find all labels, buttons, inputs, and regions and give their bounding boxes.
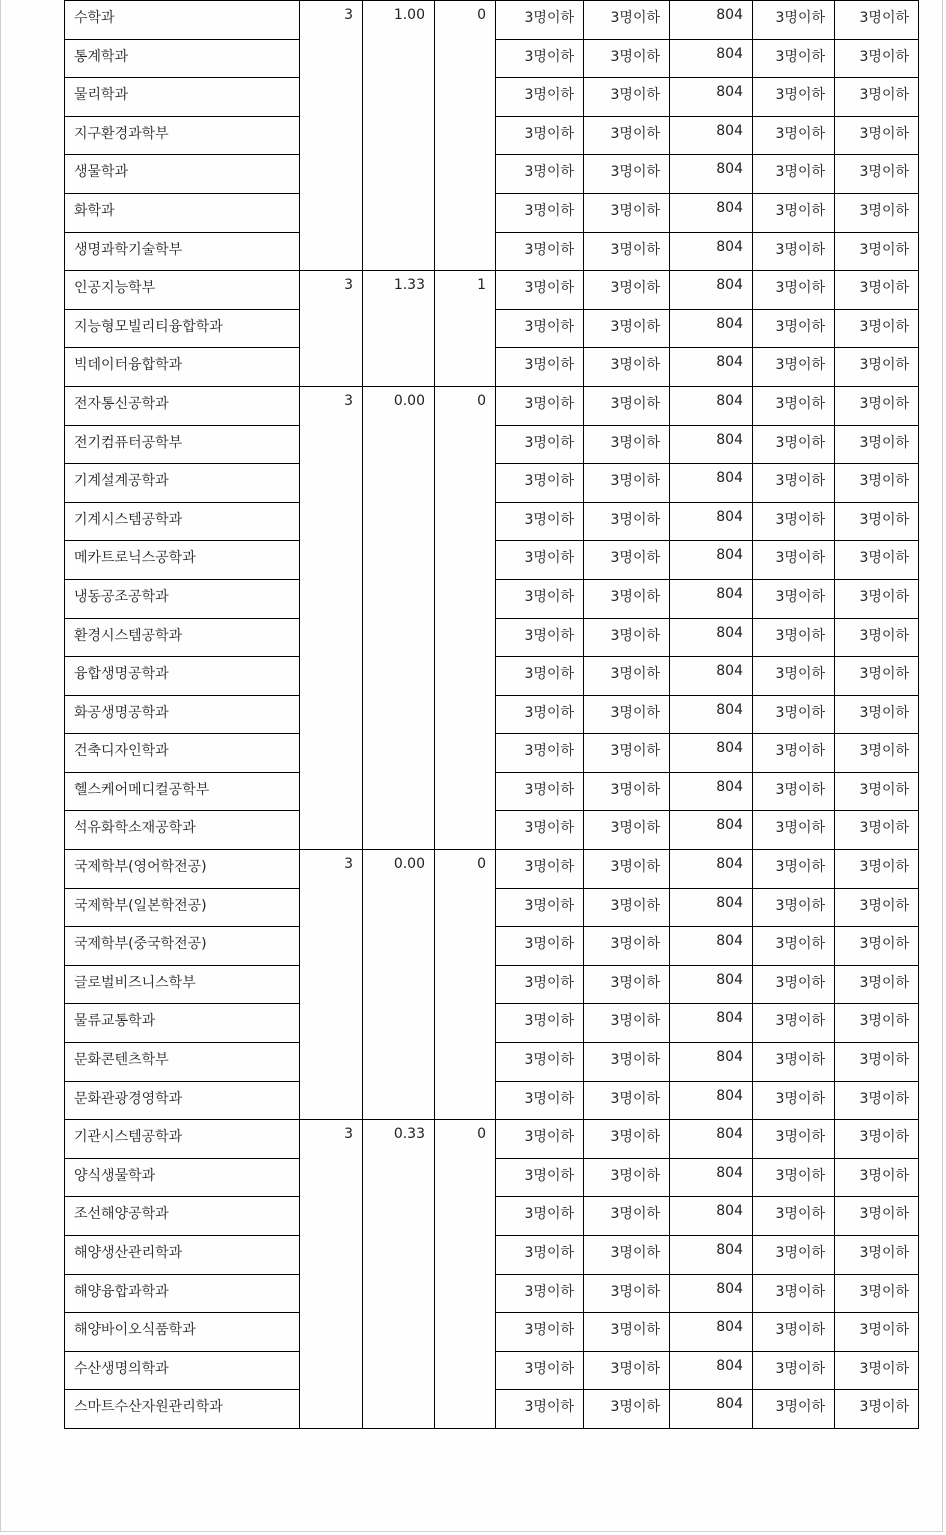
value-cell-8: 3명이하 — [835, 78, 919, 117]
value-cell-7: 3명이하 — [753, 695, 835, 734]
value-cell-7: 3명이하 — [753, 1351, 835, 1390]
value-cell-8: 3명이하 — [835, 1081, 919, 1120]
value-cell-4: 3명이하 — [496, 1, 584, 40]
value-cell-6: 804 — [670, 1197, 753, 1236]
value-cell-7: 3명이하 — [753, 811, 835, 850]
value-cell-4: 3명이하 — [496, 695, 584, 734]
group-count-cell: 1 — [435, 271, 496, 387]
value-cell-5: 3명이하 — [584, 888, 670, 927]
department-name-cell: 생물학과 — [65, 155, 300, 194]
value-cell-8: 3명이하 — [835, 155, 919, 194]
value-cell-8: 3명이하 — [835, 541, 919, 580]
value-cell-4: 3명이하 — [496, 811, 584, 850]
value-cell-8: 3명이하 — [835, 348, 919, 387]
department-name-cell: 화공생명공학과 — [65, 695, 300, 734]
department-name-cell: 융합생명공학과 — [65, 657, 300, 696]
value-cell-5: 3명이하 — [584, 309, 670, 348]
group-quota-cell: 3 — [300, 386, 363, 849]
value-cell-4: 3명이하 — [496, 657, 584, 696]
value-cell-7: 3명이하 — [753, 78, 835, 117]
group-quota-cell: 3 — [300, 1120, 363, 1429]
department-name-cell: 기계설계공학과 — [65, 464, 300, 503]
value-cell-5: 3명이하 — [584, 850, 670, 889]
value-cell-8: 3명이하 — [835, 193, 919, 232]
value-cell-4: 3명이하 — [496, 39, 584, 78]
value-cell-4: 3명이하 — [496, 232, 584, 271]
department-name-cell: 화학과 — [65, 193, 300, 232]
value-cell-8: 3명이하 — [835, 425, 919, 464]
value-cell-7: 3명이하 — [753, 618, 835, 657]
value-cell-4: 3명이하 — [496, 1043, 584, 1082]
value-cell-4: 3명이하 — [496, 579, 584, 618]
value-cell-7: 3명이하 — [753, 965, 835, 1004]
table-row — [65, 271, 919, 310]
value-cell-4: 3명이하 — [496, 1351, 584, 1390]
value-cell-6: 804 — [670, 232, 753, 271]
group-count-cell: 0 — [435, 1120, 496, 1429]
value-cell-6: 804 — [670, 386, 753, 425]
value-cell-7: 3명이하 — [753, 888, 835, 927]
value-cell-5: 3명이하 — [584, 695, 670, 734]
department-name-cell: 기관시스템공학과 — [65, 1120, 300, 1159]
department-name-cell: 통계학과 — [65, 39, 300, 78]
department-name-cell: 환경시스템공학과 — [65, 618, 300, 657]
department-name-cell: 국제학부(영어학전공) — [65, 850, 300, 889]
value-cell-7: 3명이하 — [753, 1274, 835, 1313]
value-cell-7: 3명이하 — [753, 232, 835, 271]
value-cell-8: 3명이하 — [835, 502, 919, 541]
value-cell-8: 3명이하 — [835, 1236, 919, 1275]
value-cell-6: 804 — [670, 1, 753, 40]
value-cell-4: 3명이하 — [496, 734, 584, 773]
value-cell-5: 3명이하 — [584, 772, 670, 811]
value-cell-6: 804 — [670, 502, 753, 541]
value-cell-8: 3명이하 — [835, 309, 919, 348]
value-cell-5: 3명이하 — [584, 811, 670, 850]
value-cell-8: 3명이하 — [835, 116, 919, 155]
value-cell-4: 3명이하 — [496, 965, 584, 1004]
value-cell-6: 804 — [670, 1236, 753, 1275]
value-cell-8: 3명이하 — [835, 464, 919, 503]
department-name-cell: 물리학과 — [65, 78, 300, 117]
value-cell-7: 3명이하 — [753, 155, 835, 194]
department-name-cell: 양식생물학과 — [65, 1158, 300, 1197]
value-cell-8: 3명이하 — [835, 232, 919, 271]
value-cell-6: 804 — [670, 1351, 753, 1390]
value-cell-8: 3명이하 — [835, 1351, 919, 1390]
value-cell-8: 3명이하 — [835, 1043, 919, 1082]
value-cell-5: 3명이하 — [584, 116, 670, 155]
value-cell-4: 3명이하 — [496, 1313, 584, 1352]
value-cell-4: 3명이하 — [496, 618, 584, 657]
value-cell-7: 3명이하 — [753, 579, 835, 618]
value-cell-6: 804 — [670, 464, 753, 503]
value-cell-6: 804 — [670, 271, 753, 310]
value-cell-6: 804 — [670, 116, 753, 155]
department-name-cell: 기계시스템공학과 — [65, 502, 300, 541]
group-ratio-cell: 1.00 — [363, 1, 435, 271]
value-cell-5: 3명이하 — [584, 464, 670, 503]
value-cell-7: 3명이하 — [753, 850, 835, 889]
value-cell-6: 804 — [670, 193, 753, 232]
value-cell-6: 804 — [670, 579, 753, 618]
value-cell-6: 804 — [670, 541, 753, 580]
value-cell-5: 3명이하 — [584, 386, 670, 425]
value-cell-4: 3명이하 — [496, 502, 584, 541]
value-cell-7: 3명이하 — [753, 927, 835, 966]
value-cell-8: 3명이하 — [835, 618, 919, 657]
value-cell-6: 804 — [670, 348, 753, 387]
value-cell-5: 3명이하 — [584, 927, 670, 966]
table-row — [65, 1, 919, 40]
value-cell-5: 3명이하 — [584, 541, 670, 580]
value-cell-5: 3명이하 — [584, 1390, 670, 1429]
value-cell-6: 804 — [670, 811, 753, 850]
value-cell-7: 3명이하 — [753, 1081, 835, 1120]
department-name-cell: 헬스케어메디컬공학부 — [65, 772, 300, 811]
value-cell-7: 3명이하 — [753, 425, 835, 464]
value-cell-4: 3명이하 — [496, 1158, 584, 1197]
value-cell-6: 804 — [670, 927, 753, 966]
department-name-cell: 문화관광경영학과 — [65, 1081, 300, 1120]
department-name-cell: 국제학부(일본학전공) — [65, 888, 300, 927]
department-name-cell: 해양융합과학과 — [65, 1274, 300, 1313]
value-cell-4: 3명이하 — [496, 464, 584, 503]
value-cell-7: 3명이하 — [753, 116, 835, 155]
value-cell-7: 3명이하 — [753, 309, 835, 348]
value-cell-6: 804 — [670, 1120, 753, 1159]
value-cell-5: 3명이하 — [584, 1274, 670, 1313]
value-cell-5: 3명이하 — [584, 39, 670, 78]
value-cell-8: 3명이하 — [835, 1390, 919, 1429]
value-cell-5: 3명이하 — [584, 502, 670, 541]
value-cell-5: 3명이하 — [584, 1, 670, 40]
value-cell-5: 3명이하 — [584, 425, 670, 464]
value-cell-8: 3명이하 — [835, 811, 919, 850]
value-cell-6: 804 — [670, 309, 753, 348]
value-cell-4: 3명이하 — [496, 1274, 584, 1313]
value-cell-7: 3명이하 — [753, 39, 835, 78]
department-name-cell: 스마트수산자원관리학과 — [65, 1390, 300, 1429]
value-cell-4: 3명이하 — [496, 541, 584, 580]
value-cell-5: 3명이하 — [584, 1158, 670, 1197]
department-name-cell: 생명과학기술학부 — [65, 232, 300, 271]
value-cell-8: 3명이하 — [835, 1274, 919, 1313]
value-cell-6: 804 — [670, 888, 753, 927]
value-cell-8: 3명이하 — [835, 579, 919, 618]
value-cell-8: 3명이하 — [835, 965, 919, 1004]
department-name-cell: 석유화학소재공학과 — [65, 811, 300, 850]
value-cell-4: 3명이하 — [496, 425, 584, 464]
value-cell-7: 3명이하 — [753, 348, 835, 387]
value-cell-5: 3명이하 — [584, 1351, 670, 1390]
group-ratio-cell: 0.00 — [363, 850, 435, 1120]
value-cell-4: 3명이하 — [496, 78, 584, 117]
value-cell-6: 804 — [670, 772, 753, 811]
value-cell-4: 3명이하 — [496, 1120, 584, 1159]
value-cell-5: 3명이하 — [584, 155, 670, 194]
value-cell-7: 3명이하 — [753, 1004, 835, 1043]
department-name-cell: 인공지능학부 — [65, 271, 300, 310]
value-cell-5: 3명이하 — [584, 1236, 670, 1275]
department-name-cell: 건축디자인학과 — [65, 734, 300, 773]
value-cell-6: 804 — [670, 850, 753, 889]
value-cell-6: 804 — [670, 78, 753, 117]
value-cell-4: 3명이하 — [496, 193, 584, 232]
value-cell-8: 3명이하 — [835, 1, 919, 40]
admissions-table — [64, 0, 919, 1429]
department-name-cell: 지능형모빌리티융합학과 — [65, 309, 300, 348]
group-count-cell: 0 — [435, 1, 496, 271]
value-cell-4: 3명이하 — [496, 271, 584, 310]
value-cell-7: 3명이하 — [753, 1158, 835, 1197]
value-cell-6: 804 — [670, 425, 753, 464]
value-cell-7: 3명이하 — [753, 193, 835, 232]
table-row — [65, 1120, 919, 1159]
value-cell-5: 3명이하 — [584, 1081, 670, 1120]
value-cell-8: 3명이하 — [835, 1004, 919, 1043]
group-ratio-cell: 1.33 — [363, 271, 435, 387]
value-cell-5: 3명이하 — [584, 1043, 670, 1082]
department-name-cell: 글로벌비즈니스학부 — [65, 965, 300, 1004]
value-cell-8: 3명이하 — [835, 39, 919, 78]
department-name-cell: 국제학부(중국학전공) — [65, 927, 300, 966]
value-cell-7: 3명이하 — [753, 464, 835, 503]
group-quota-cell: 3 — [300, 271, 363, 387]
value-cell-5: 3명이하 — [584, 1120, 670, 1159]
table-body — [65, 1, 919, 1429]
value-cell-4: 3명이하 — [496, 927, 584, 966]
value-cell-8: 3명이하 — [835, 927, 919, 966]
department-name-cell: 해양바이오식품학과 — [65, 1313, 300, 1352]
department-name-cell: 수학과 — [65, 1, 300, 40]
value-cell-5: 3명이하 — [584, 965, 670, 1004]
department-name-cell: 물류교통학과 — [65, 1004, 300, 1043]
department-name-cell: 문화콘텐츠학부 — [65, 1043, 300, 1082]
value-cell-7: 3명이하 — [753, 1197, 835, 1236]
value-cell-8: 3명이하 — [835, 734, 919, 773]
value-cell-4: 3명이하 — [496, 348, 584, 387]
value-cell-7: 3명이하 — [753, 1390, 835, 1429]
value-cell-8: 3명이하 — [835, 1158, 919, 1197]
department-name-cell: 전자통신공학과 — [65, 386, 300, 425]
value-cell-5: 3명이하 — [584, 1313, 670, 1352]
value-cell-6: 804 — [670, 618, 753, 657]
value-cell-4: 3명이하 — [496, 1390, 584, 1429]
value-cell-6: 804 — [670, 695, 753, 734]
value-cell-5: 3명이하 — [584, 348, 670, 387]
group-count-cell: 0 — [435, 386, 496, 849]
value-cell-7: 3명이하 — [753, 1043, 835, 1082]
group-quota-cell: 3 — [300, 850, 363, 1120]
value-cell-7: 3명이하 — [753, 271, 835, 310]
value-cell-8: 3명이하 — [835, 271, 919, 310]
value-cell-8: 3명이하 — [835, 695, 919, 734]
value-cell-7: 3명이하 — [753, 1, 835, 40]
value-cell-8: 3명이하 — [835, 1313, 919, 1352]
department-name-cell: 빅데이터융합학과 — [65, 348, 300, 387]
value-cell-6: 804 — [670, 1004, 753, 1043]
value-cell-5: 3명이하 — [584, 657, 670, 696]
department-name-cell: 메카트로닉스공학과 — [65, 541, 300, 580]
value-cell-7: 3명이하 — [753, 1120, 835, 1159]
value-cell-6: 804 — [670, 155, 753, 194]
value-cell-5: 3명이하 — [584, 78, 670, 117]
value-cell-6: 804 — [670, 39, 753, 78]
value-cell-6: 804 — [670, 1158, 753, 1197]
value-cell-5: 3명이하 — [584, 1004, 670, 1043]
value-cell-4: 3명이하 — [496, 888, 584, 927]
value-cell-4: 3명이하 — [496, 850, 584, 889]
value-cell-7: 3명이하 — [753, 1313, 835, 1352]
value-cell-7: 3명이하 — [753, 502, 835, 541]
value-cell-5: 3명이하 — [584, 232, 670, 271]
value-cell-6: 804 — [670, 1043, 753, 1082]
value-cell-7: 3명이하 — [753, 734, 835, 773]
table-row — [65, 850, 919, 889]
group-ratio-cell: 0.00 — [363, 386, 435, 849]
table-row — [65, 386, 919, 425]
department-name-cell: 전기컴퓨터공학부 — [65, 425, 300, 464]
value-cell-4: 3명이하 — [496, 1081, 584, 1120]
group-ratio-cell: 0.33 — [363, 1120, 435, 1429]
value-cell-6: 804 — [670, 1390, 753, 1429]
value-cell-4: 3명이하 — [496, 116, 584, 155]
value-cell-6: 804 — [670, 1081, 753, 1120]
value-cell-8: 3명이하 — [835, 386, 919, 425]
value-cell-6: 804 — [670, 657, 753, 696]
group-count-cell: 0 — [435, 850, 496, 1120]
value-cell-5: 3명이하 — [584, 618, 670, 657]
department-name-cell: 지구환경과학부 — [65, 116, 300, 155]
value-cell-4: 3명이하 — [496, 386, 584, 425]
department-name-cell: 조선해양공학과 — [65, 1197, 300, 1236]
value-cell-6: 804 — [670, 1313, 753, 1352]
value-cell-4: 3명이하 — [496, 772, 584, 811]
value-cell-5: 3명이하 — [584, 734, 670, 773]
value-cell-6: 804 — [670, 1274, 753, 1313]
value-cell-5: 3명이하 — [584, 193, 670, 232]
value-cell-8: 3명이하 — [835, 1120, 919, 1159]
value-cell-4: 3명이하 — [496, 1004, 584, 1043]
value-cell-7: 3명이하 — [753, 541, 835, 580]
department-name-cell: 냉동공조공학과 — [65, 579, 300, 618]
value-cell-4: 3명이하 — [496, 155, 584, 194]
value-cell-4: 3명이하 — [496, 1197, 584, 1236]
value-cell-5: 3명이하 — [584, 271, 670, 310]
value-cell-7: 3명이하 — [753, 1236, 835, 1275]
group-quota-cell: 3 — [300, 1, 363, 271]
department-name-cell: 해양생산관리학과 — [65, 1236, 300, 1275]
value-cell-8: 3명이하 — [835, 657, 919, 696]
value-cell-7: 3명이하 — [753, 657, 835, 696]
value-cell-6: 804 — [670, 965, 753, 1004]
value-cell-5: 3명이하 — [584, 579, 670, 618]
department-name-cell: 수산생명의학과 — [65, 1351, 300, 1390]
value-cell-8: 3명이하 — [835, 772, 919, 811]
value-cell-8: 3명이하 — [835, 850, 919, 889]
value-cell-4: 3명이하 — [496, 309, 584, 348]
value-cell-8: 3명이하 — [835, 1197, 919, 1236]
value-cell-6: 804 — [670, 734, 753, 773]
value-cell-5: 3명이하 — [584, 1197, 670, 1236]
value-cell-7: 3명이하 — [753, 386, 835, 425]
value-cell-7: 3명이하 — [753, 772, 835, 811]
value-cell-8: 3명이하 — [835, 888, 919, 927]
value-cell-4: 3명이하 — [496, 1236, 584, 1275]
